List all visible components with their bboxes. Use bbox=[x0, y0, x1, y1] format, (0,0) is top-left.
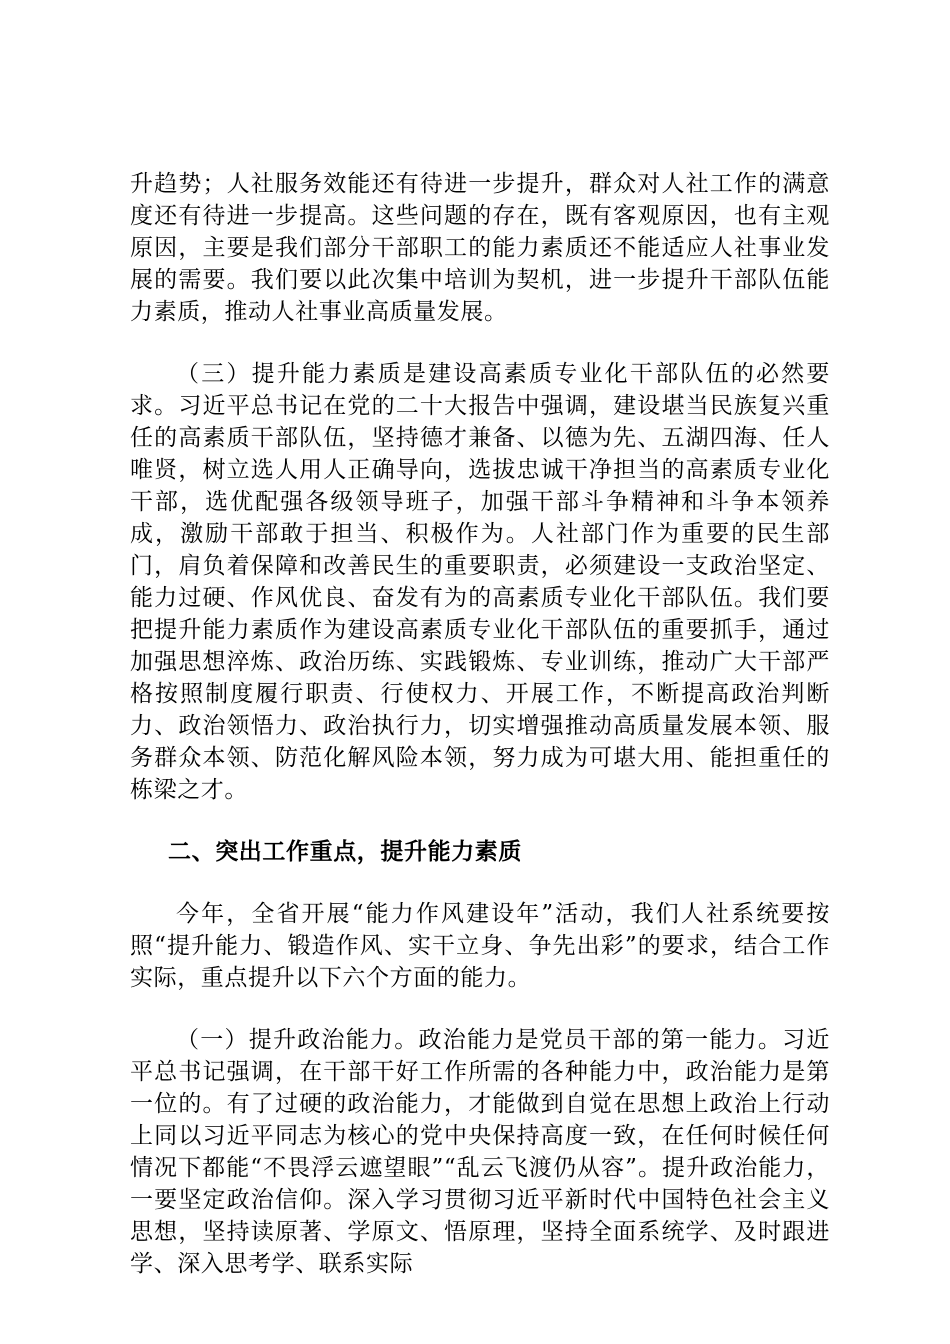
document-body bbox=[130, 168, 830, 1310]
section-heading-two: 二、突出工作重点，提升能力素质 bbox=[168, 839, 522, 865]
paragraph-continuation: 升趋势；人社服务效能还有待进一步提升，群众对人社工作的满意度还有待进一步提高。这些问题的存在，既有客观原因，也有主观原因，主要是我们部分干部职工的能力素质还不能适应人社事业发展的需要。我们要以此次集中培训为契机，进一步提升干部队伍能力素质，推动人社事业高质量发展。 bbox=[130, 171, 830, 325]
paragraph-intro: 今年，全省开展“能力作风建设年”活动，我们人社系统要按照“提升能力、锻造作风、实干立身、争先出彩”的要求，结合工作实际，重点提升以下六个方面的能力。 bbox=[130, 901, 830, 991]
paragraph-section-three: （三）提升能力素质是建设高素质专业化干部队伍的必然要求。习近平总书记在党的二十大报告中强调，建设堪当民族复兴重任的高素质干部队伍，坚持德才兼备、以德为先、五湖四海、任人唯贤，树立选人用人正确导向，选拔忠诚干净担当的高素质专业化干部，选优配强各级领导班子，加强干部斗争精神和斗争本领养成，激励干部敢于担当、积极作为。人社部门作为重要的民生部门，肩负着保障和改善民生的重要职责，必须建设一支政治坚定、能力过硬、作风优良、奋发有为的高素质专业化干部队伍。我们要把提升能力素质作为建设高素质专业化干部队伍的重要抓手，通过加强思想淬炼、政治历练、实践锻炼、专业训练，推动广大干部严格按照制度履行职责、行使权力、开展工作，不断提高政治判断力、政治领悟力、政治执行力，切实增强推动高质量发展本领、服务群众本领、防范化解风险本领，努力成为可堪大用、能担重任的栋梁之才。 bbox=[130, 361, 830, 803]
paragraph-political-ability: （一）提升政治能力。政治能力是党员干部的第一能力。习近平总书记强调，在干部干好工作所需的各种能力中，政治能力是第一位的。有了过硬的政治能力，才能做到自觉在思想上政治上行动上同以习近平同志为核心的党中央保持高度一致，在任何时候任何情况下都能“不畏浮云遮望眼”“乱云飞渡仍从容”。提升政治能力，一要坚定政治信仰。深入学习贯彻习近平新时代中国特色社会主义思想，坚持读原著、学原文、悟原理，坚持全面系统学、及时跟进学、深入思考学、联系实际 bbox=[130, 1027, 830, 1277]
